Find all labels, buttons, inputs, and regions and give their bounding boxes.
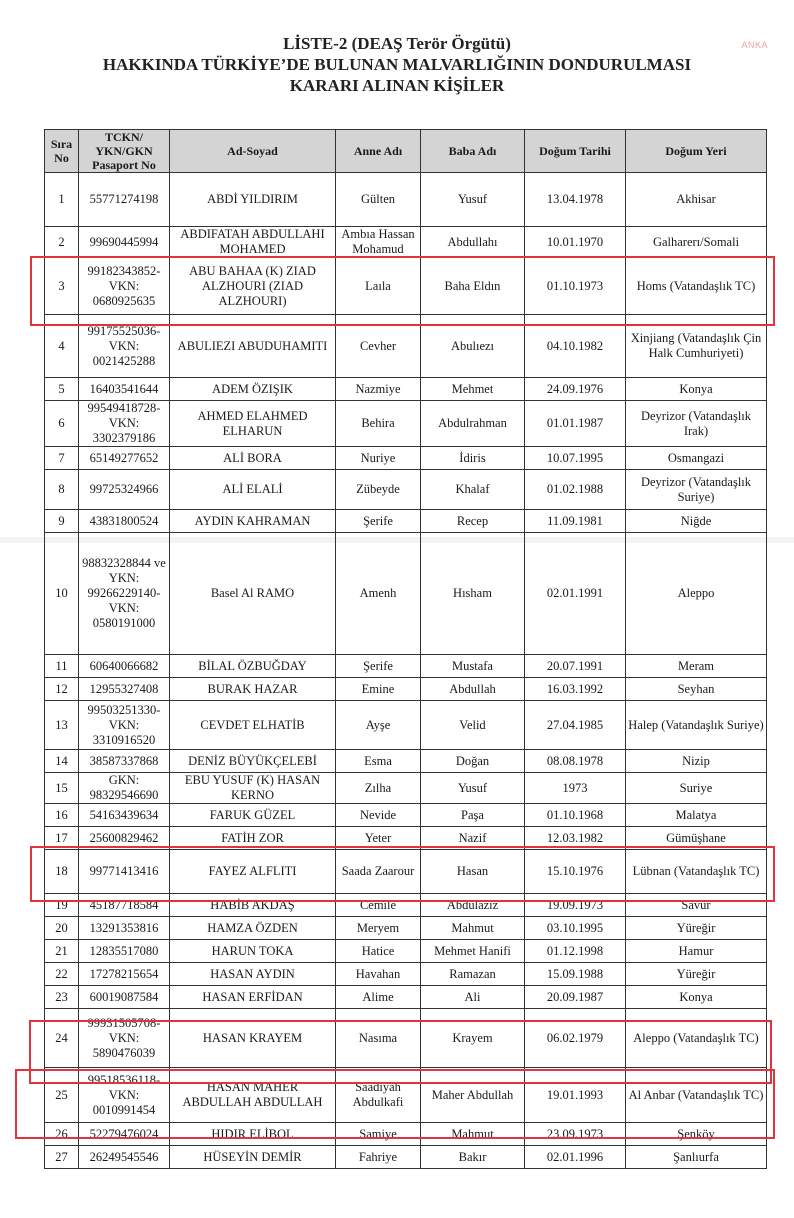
cell-birth-date: 01.12.1998 (525, 940, 626, 963)
cell-father-name: Maher Abdullah (421, 1068, 525, 1123)
cell-row-number: 14 (45, 750, 79, 773)
title-line-1: LİSTE-2 (DEAŞ Terör Örgütü) (283, 34, 511, 53)
cell-id-number: 99175525036- VKN: 0021425288 (79, 315, 170, 378)
cell-row-number: 17 (45, 827, 79, 850)
table-row (45, 827, 767, 850)
cell-row-number: 2 (45, 227, 79, 258)
table-row (45, 173, 767, 227)
cell-id-number: 12835517080 (79, 940, 170, 963)
cell-father-name: Mustafa (421, 655, 525, 678)
cell-row-number: 8 (45, 470, 79, 510)
cell-row-number: 24 (45, 1009, 79, 1068)
title-line-2: HAKKINDA TÜRKİYE’DE BULUNAN MALVARLIĞININ DONDURULMASI (102, 55, 692, 74)
cell-mother-name: Laıla (336, 258, 421, 315)
cell-mother-name: Behira (336, 401, 421, 447)
table-row (45, 678, 767, 701)
cell-row-number: 19 (45, 894, 79, 917)
cell-id-number: 13291353816 (79, 917, 170, 940)
cell-mother-name: Zılha (336, 773, 421, 804)
cell-birth-date: 15.09.1988 (525, 963, 626, 986)
cell-mother-name: Nevide (336, 804, 421, 827)
cell-id-number: GKN: 98329546690 (79, 773, 170, 804)
cell-birth-date: 1973 (525, 773, 626, 804)
cell-mother-name: Saada Zaarour (336, 850, 421, 894)
cell-mother-name: Zübeyde (336, 470, 421, 510)
cell-row-number: 12 (45, 678, 79, 701)
table-row (45, 1009, 767, 1068)
table-row (45, 750, 767, 773)
cell-father-name: Yusuf (421, 773, 525, 804)
table-row (45, 1146, 767, 1169)
cell-mother-name: Fahriye (336, 1146, 421, 1169)
cell-father-name: Abdulrahman (421, 401, 525, 447)
cell-full-name: FARUK GÜZEL (170, 804, 336, 827)
cell-birth-place: Şenköy (626, 1123, 767, 1146)
column-header-father-name: Baba Adı (421, 130, 525, 173)
cell-id-number: 60019087584 (79, 986, 170, 1009)
cell-full-name: HAMZA ÖZDEN (170, 917, 336, 940)
cell-mother-name: Meryem (336, 917, 421, 940)
cell-birth-place: Hamur (626, 940, 767, 963)
cell-id-number: 55771274198 (79, 173, 170, 227)
cell-father-name: Mahmut (421, 917, 525, 940)
cell-row-number: 26 (45, 1123, 79, 1146)
cell-full-name: ALİ BORA (170, 447, 336, 470)
cell-birth-date: 19.09.1973 (525, 894, 626, 917)
cell-birth-place: Savur (626, 894, 767, 917)
table-row (45, 940, 767, 963)
cell-birth-date: 20.07.1991 (525, 655, 626, 678)
cell-mother-name: Şerife (336, 655, 421, 678)
table-row (45, 917, 767, 940)
cell-birth-place: Gümüşhane (626, 827, 767, 850)
cell-mother-name: Cemile (336, 894, 421, 917)
cell-birth-date: 11.09.1981 (525, 510, 626, 533)
table-header (45, 130, 767, 173)
table-row (45, 701, 767, 750)
cell-mother-name: Saadıyah Abdulkafi (336, 1068, 421, 1123)
cell-full-name: CEVDET ELHATİB (170, 701, 336, 750)
cell-full-name: BURAK HAZAR (170, 678, 336, 701)
cell-mother-name: Nasıma (336, 1009, 421, 1068)
cell-full-name: ALİ ELALİ (170, 470, 336, 510)
cell-birth-place: Seyhan (626, 678, 767, 701)
cell-id-number: 98832328844 ve YKN: 99266229140- VKN: 0580191000 (79, 533, 170, 655)
cell-full-name: FATİH ZOR (170, 827, 336, 850)
cell-birth-date: 12.03.1982 (525, 827, 626, 850)
table-row (45, 533, 767, 655)
cell-row-number: 20 (45, 917, 79, 940)
cell-full-name: HÜSEYİN DEMİR (170, 1146, 336, 1169)
brand-watermark: ANKA (741, 40, 768, 50)
cell-full-name: FAYEZ ALFLITI (170, 850, 336, 894)
cell-father-name: Baha Eldın (421, 258, 525, 315)
table-row (45, 963, 767, 986)
cell-birth-date: 15.10.1976 (525, 850, 626, 894)
cell-father-name: Abdulaziz (421, 894, 525, 917)
cell-row-number: 16 (45, 804, 79, 827)
cell-id-number: 26249545546 (79, 1146, 170, 1169)
cell-birth-date: 23.09.1973 (525, 1123, 626, 1146)
cell-birth-place: Yüreğir (626, 917, 767, 940)
cell-birth-place: Aleppo (626, 533, 767, 655)
cell-father-name: Abulıezı (421, 315, 525, 378)
cell-id-number: 16403541644 (79, 378, 170, 401)
cell-mother-name: Emine (336, 678, 421, 701)
column-header-full-name: Ad-Soyad (170, 130, 336, 173)
cell-row-number: 1 (45, 173, 79, 227)
cell-father-name: Ali (421, 986, 525, 1009)
cell-birth-date: 13.04.1978 (525, 173, 626, 227)
cell-birth-date: 24.09.1976 (525, 378, 626, 401)
cell-birth-place: Malatya (626, 804, 767, 827)
cell-id-number: 99690445994 (79, 227, 170, 258)
cell-mother-name: Hatice (336, 940, 421, 963)
cell-full-name: EBU YUSUF (K) HASAN KERNO (170, 773, 336, 804)
title-line-3: KARARI ALINAN KİŞİLER (289, 76, 505, 95)
cell-full-name: ADEM ÖZIŞIK (170, 378, 336, 401)
cell-birth-place: Osmangazi (626, 447, 767, 470)
cell-full-name: ABU BAHAA (K) ZIAD ALZHOURI (ZIAD ALZHOURI) (170, 258, 336, 315)
cell-id-number: 99549418728- VKN: 3302379186 (79, 401, 170, 447)
cell-row-number: 7 (45, 447, 79, 470)
cell-mother-name: Ambıa Hassan Mohamud (336, 227, 421, 258)
cell-birth-place: Xinjiang (Vatandaşlık Çin Halk Cumhuriyeti) (626, 315, 767, 378)
cell-birth-place: Deyrizor (Vatandaşlık Irak) (626, 401, 767, 447)
cell-id-number: 45187718584 (79, 894, 170, 917)
cell-id-number: 65149277652 (79, 447, 170, 470)
table-row (45, 773, 767, 804)
cell-row-number: 21 (45, 940, 79, 963)
cell-full-name: HASAN KRAYEM (170, 1009, 336, 1068)
cell-id-number: 99518536118- VKN: 0010991454 (79, 1068, 170, 1123)
cell-id-number: 99725324966 (79, 470, 170, 510)
cell-mother-name: Gülten (336, 173, 421, 227)
cell-mother-name: Yeter (336, 827, 421, 850)
table-body (45, 173, 767, 1169)
cell-birth-place: Halep (Vatandaşlık Suriye) (626, 701, 767, 750)
cell-full-name: HARUN TOKA (170, 940, 336, 963)
cell-id-number: 12955327408 (79, 678, 170, 701)
cell-id-number: 52279476024 (79, 1123, 170, 1146)
cell-father-name: Yusuf (421, 173, 525, 227)
column-header-birth-place: Doğum Yeri (626, 130, 767, 173)
cell-mother-name: Amenh (336, 533, 421, 655)
cell-father-name: İdiris (421, 447, 525, 470)
cell-id-number: 60640066682 (79, 655, 170, 678)
cell-birth-place: Homs (Vatandaşlık TC) (626, 258, 767, 315)
cell-birth-date: 01.10.1968 (525, 804, 626, 827)
table-row (45, 986, 767, 1009)
cell-birth-date: 10.07.1995 (525, 447, 626, 470)
cell-id-number: 99503251330- VKN: 3310916520 (79, 701, 170, 750)
cell-row-number: 9 (45, 510, 79, 533)
cell-birth-place: Galharerı/Somali (626, 227, 767, 258)
cell-birth-date: 02.01.1996 (525, 1146, 626, 1169)
table-row (45, 401, 767, 447)
cell-full-name: Basel Al RAMO (170, 533, 336, 655)
cell-birth-date: 01.10.1973 (525, 258, 626, 315)
cell-full-name: ABULIEZI ABUDUHAMITI (170, 315, 336, 378)
cell-father-name: Hasan (421, 850, 525, 894)
cell-birth-date: 10.01.1970 (525, 227, 626, 258)
cell-birth-place: Deyrizor (Vatandaşlık Suriye) (626, 470, 767, 510)
cell-full-name: HASAN AYDIN (170, 963, 336, 986)
cell-father-name: Mehmet (421, 378, 525, 401)
table-row (45, 850, 767, 894)
cell-id-number: 38587337868 (79, 750, 170, 773)
cell-id-number: 54163439634 (79, 804, 170, 827)
cell-full-name: ABDIFATAH ABDULLAHI MOHAMED (170, 227, 336, 258)
cell-full-name: ABDİ YILDIRIM (170, 173, 336, 227)
cell-full-name: HASAN MAHER ABDULLAH ABDULLAH (170, 1068, 336, 1123)
cell-row-number: 11 (45, 655, 79, 678)
cell-id-number: 99771413416 (79, 850, 170, 894)
cell-father-name: Abdullahı (421, 227, 525, 258)
column-header-mother-name: Anne Adı (336, 130, 421, 173)
cell-row-number: 22 (45, 963, 79, 986)
cell-id-number: 99182343852- VKN: 0680925635 (79, 258, 170, 315)
table-row (45, 804, 767, 827)
cell-mother-name: Ayşe (336, 701, 421, 750)
cell-row-number: 6 (45, 401, 79, 447)
cell-father-name: Nazif (421, 827, 525, 850)
cell-father-name: Doğan (421, 750, 525, 773)
cell-father-name: Abdullah (421, 678, 525, 701)
cell-mother-name: Alime (336, 986, 421, 1009)
cell-birth-place: Meram (626, 655, 767, 678)
table-row (45, 315, 767, 378)
cell-birth-place: Aleppo (Vatandaşlık TC) (626, 1009, 767, 1068)
sanctions-table (44, 129, 767, 1169)
cell-full-name: AYDIN KAHRAMAN (170, 510, 336, 533)
table-row (45, 510, 767, 533)
document-title (0, 33, 794, 96)
cell-birth-date: 16.03.1992 (525, 678, 626, 701)
cell-row-number: 3 (45, 258, 79, 315)
cell-id-number: 99931505708- VKN: 5890476039 (79, 1009, 170, 1068)
table-row (45, 894, 767, 917)
column-header-birth-date: Doğum Tarihi (525, 130, 626, 173)
cell-birth-date: 08.08.1978 (525, 750, 626, 773)
cell-birth-date: 01.01.1987 (525, 401, 626, 447)
column-header-id-number: TCKN/ YKN/GKN Pasaport No (79, 130, 170, 173)
cell-row-number: 18 (45, 850, 79, 894)
table-row (45, 1068, 767, 1123)
cell-birth-place: Lübnan (Vatandaşlık TC) (626, 850, 767, 894)
cell-row-number: 10 (45, 533, 79, 655)
cell-birth-date: 03.10.1995 (525, 917, 626, 940)
cell-birth-date: 06.02.1979 (525, 1009, 626, 1068)
cell-full-name: HABİB AKDAŞ (170, 894, 336, 917)
cell-father-name: Mahmut (421, 1123, 525, 1146)
cell-father-name: Mehmet Hanifi (421, 940, 525, 963)
cell-mother-name: Nazmiye (336, 378, 421, 401)
cell-birth-date: 02.01.1991 (525, 533, 626, 655)
cell-row-number: 13 (45, 701, 79, 750)
cell-father-name: Recep (421, 510, 525, 533)
table-row (45, 447, 767, 470)
cell-full-name: AHMED ELAHMED ELHARUN (170, 401, 336, 447)
cell-mother-name: Cevher (336, 315, 421, 378)
cell-id-number: 25600829462 (79, 827, 170, 850)
cell-full-name: DENİZ BÜYÜKÇELEBİ (170, 750, 336, 773)
cell-birth-place: Akhisar (626, 173, 767, 227)
cell-row-number: 27 (45, 1146, 79, 1169)
cell-father-name: Velid (421, 701, 525, 750)
table-row (45, 655, 767, 678)
cell-father-name: Ramazan (421, 963, 525, 986)
cell-birth-place: Konya (626, 378, 767, 401)
table-row (45, 258, 767, 315)
cell-mother-name: Havahan (336, 963, 421, 986)
cell-birth-date: 27.04.1985 (525, 701, 626, 750)
cell-birth-place: Al Anbar (Vatandaşlık TC) (626, 1068, 767, 1123)
cell-row-number: 15 (45, 773, 79, 804)
cell-row-number: 25 (45, 1068, 79, 1123)
cell-mother-name: Şerife (336, 510, 421, 533)
cell-father-name: Khalaf (421, 470, 525, 510)
cell-birth-date: 19.01.1993 (525, 1068, 626, 1123)
cell-full-name: BİLAL ÖZBUĞDAY (170, 655, 336, 678)
cell-mother-name: Esma (336, 750, 421, 773)
cell-birth-date: 20.09.1987 (525, 986, 626, 1009)
cell-mother-name: Nuriye (336, 447, 421, 470)
column-header-row-number: Sıra No (45, 130, 79, 173)
table-row (45, 378, 767, 401)
cell-birth-date: 01.02.1988 (525, 470, 626, 510)
cell-mother-name: Samiye (336, 1123, 421, 1146)
table-row (45, 227, 767, 258)
table-row (45, 470, 767, 510)
cell-id-number: 17278215654 (79, 963, 170, 986)
cell-father-name: Bakır (421, 1146, 525, 1169)
cell-row-number: 4 (45, 315, 79, 378)
cell-birth-place: Niğde (626, 510, 767, 533)
cell-father-name: Hısham (421, 533, 525, 655)
cell-birth-place: Yüreğir (626, 963, 767, 986)
cell-birth-place: Şanlıurfa (626, 1146, 767, 1169)
cell-birth-place: Konya (626, 986, 767, 1009)
table-row (45, 1123, 767, 1146)
cell-father-name: Paşa (421, 804, 525, 827)
cell-father-name: Krayem (421, 1009, 525, 1068)
cell-row-number: 5 (45, 378, 79, 401)
cell-birth-place: Nizip (626, 750, 767, 773)
cell-full-name: HIDIR ELİBOL (170, 1123, 336, 1146)
cell-full-name: HASAN ERFİDAN (170, 986, 336, 1009)
cell-row-number: 23 (45, 986, 79, 1009)
cell-birth-date: 04.10.1982 (525, 315, 626, 378)
cell-birth-place: Suriye (626, 773, 767, 804)
cell-id-number: 43831800524 (79, 510, 170, 533)
